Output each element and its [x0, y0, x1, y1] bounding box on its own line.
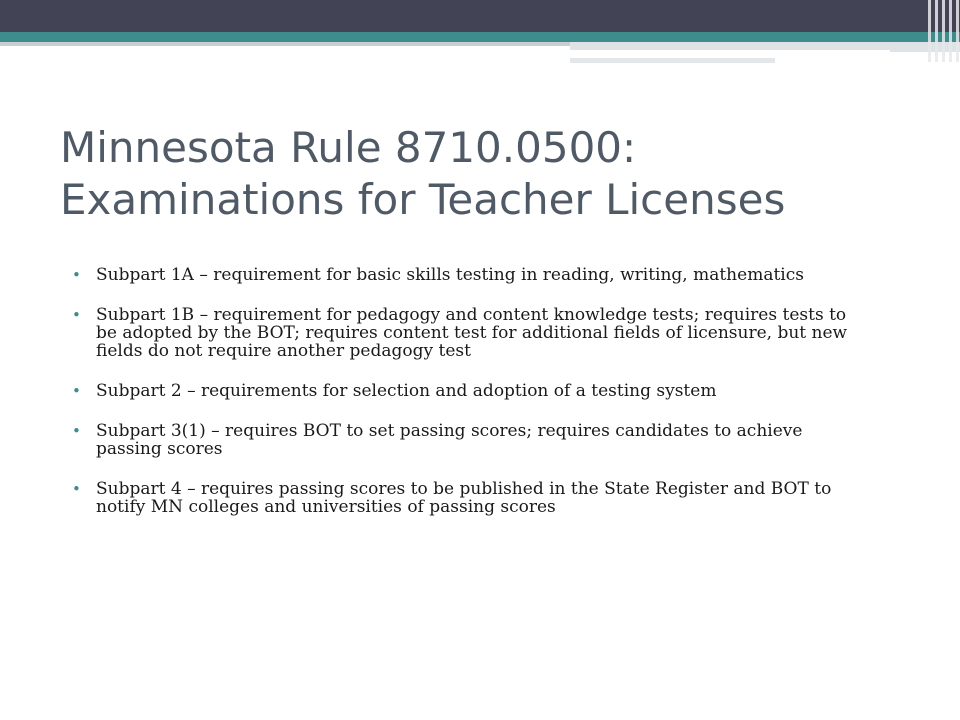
- bullet-dot-icon: •: [72, 266, 81, 284]
- slide-title-line-2: Examinations for Teacher Licenses: [60, 175, 786, 224]
- bullet-dot-icon: •: [72, 422, 81, 440]
- bullet-dot-icon: •: [72, 306, 81, 324]
- bullet-item: [72, 382, 872, 400]
- bullet-item: [72, 480, 886, 516]
- bullet-item: [72, 306, 872, 360]
- decorative-stripes: [928, 0, 960, 62]
- bullet-list: [72, 266, 872, 538]
- slide-title: [60, 122, 920, 226]
- accent-line: [570, 50, 890, 53]
- accent-band: [0, 32, 960, 42]
- slide-title-line-1: Minnesota Rule 8710.0500:: [60, 123, 637, 172]
- bullet-text: Subpart 1B – requirement for pedagogy and content knowledge tests; requires tests to be adopted by the BOT; requires content test for additional fields of licensure, but new fields do not require another pedagogy test: [96, 305, 848, 361]
- bullet-text: Subpart 1A – requirement for basic skills testing in reading, writing, mathematics: [96, 265, 804, 285]
- accent-line-gray: [570, 58, 775, 63]
- header-bar: [0, 0, 960, 32]
- accent-band-gray: [0, 42, 570, 46]
- bullet-text: Subpart 4 – requires passing scores to be published in the State Register and BOT to notify MN colleges and universities of passing scores: [96, 479, 832, 517]
- bullet-dot-icon: •: [72, 382, 81, 400]
- bullet-item: [72, 266, 836, 284]
- bullet-text: Subpart 3(1) – requires BOT to set passing scores; requires candidates to achieve passing scores: [96, 421, 803, 459]
- bullet-dot-icon: •: [72, 480, 81, 498]
- bullet-text: Subpart 2 – requirements for selection and adoption of a testing system: [96, 381, 717, 401]
- bullet-item: [72, 422, 856, 458]
